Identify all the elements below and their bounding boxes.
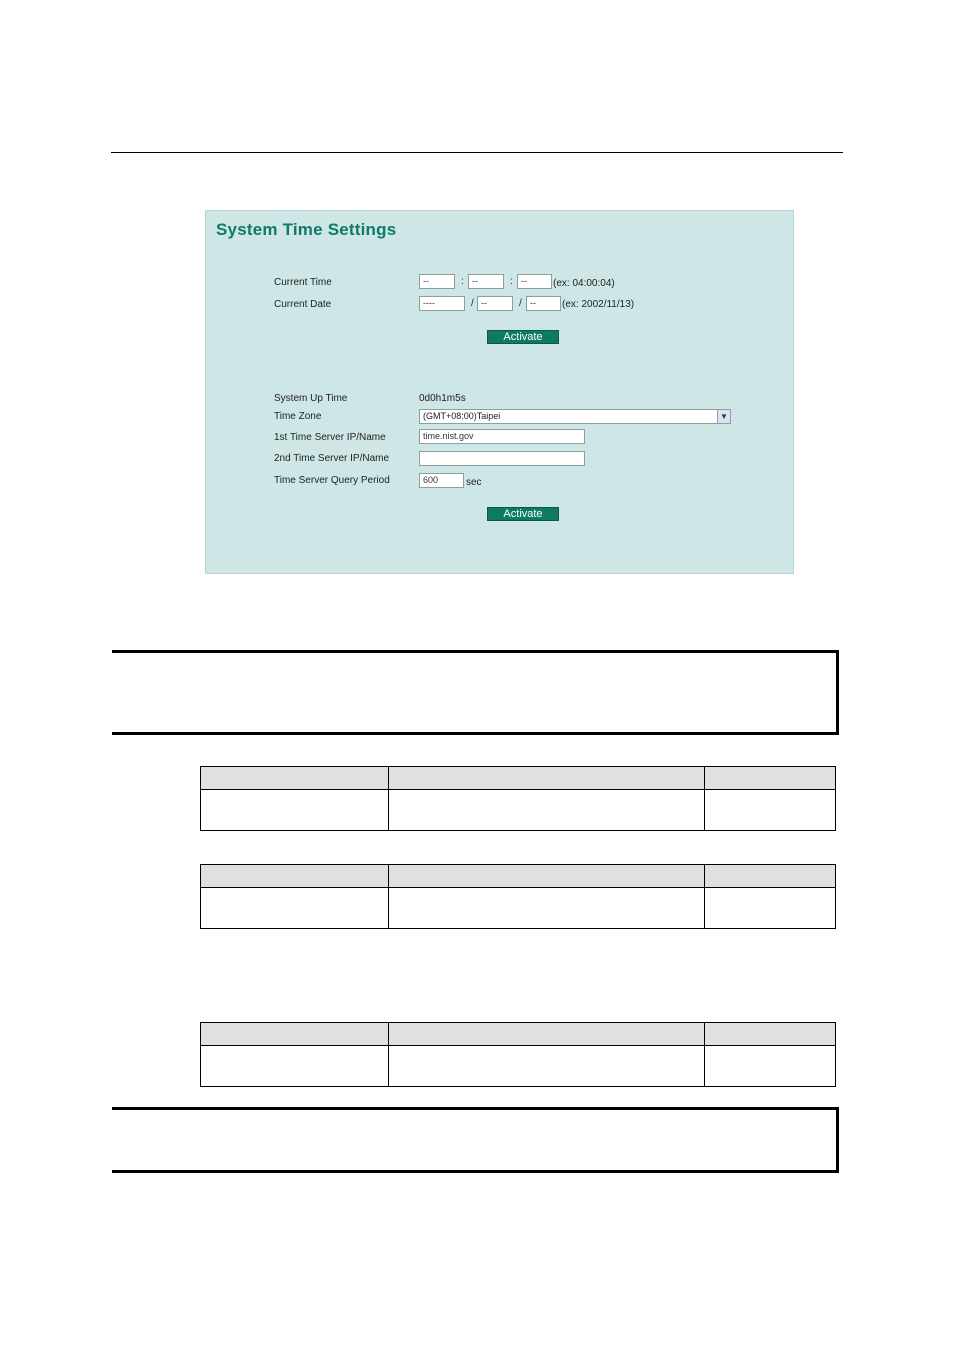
second-input[interactable]: -- [517, 274, 552, 289]
chevron-down-icon[interactable]: ▼ [717, 410, 730, 423]
table-header-cell [705, 767, 836, 790]
time-separator: : [510, 276, 513, 287]
time-zone-label: Time Zone [274, 411, 322, 422]
settings-table [200, 1022, 836, 1087]
table-cell [388, 1046, 705, 1087]
panel-title: System Time Settings [216, 220, 397, 239]
table-header-cell [705, 1023, 836, 1046]
month-input[interactable]: -- [477, 296, 513, 311]
date-separator: / [471, 298, 474, 309]
time-server-1-input[interactable]: time.nist.gov [419, 429, 585, 444]
day-input[interactable]: -- [526, 296, 561, 311]
table-cell [705, 790, 836, 831]
query-period-unit: sec [466, 477, 482, 488]
table-cell [201, 790, 389, 831]
time-server-2-label: 2nd Time Server IP/Name [274, 453, 390, 464]
query-period-label: Time Server Query Period [274, 475, 390, 486]
table-cell [388, 888, 705, 929]
table-cell [705, 888, 836, 929]
note-box [112, 650, 839, 735]
time-hint: (ex: 04:00:04) [553, 278, 615, 289]
query-period-input[interactable]: 600 [419, 473, 464, 488]
system-up-time-value: 0d0h1m5s [419, 393, 466, 404]
table-header-cell [201, 767, 389, 790]
table-cell [201, 888, 389, 929]
table-header-cell [201, 1023, 389, 1046]
table-header-cell [388, 1023, 705, 1046]
system-up-time-label: System Up Time [274, 393, 348, 404]
table-header-cell [201, 865, 389, 888]
hour-input[interactable]: -- [419, 274, 455, 289]
current-date-label: Current Date [274, 299, 332, 310]
table-header-cell [388, 865, 705, 888]
date-hint: (ex: 2002/11/13) [562, 299, 635, 310]
time-server-2-input[interactable] [419, 451, 585, 466]
minute-input[interactable]: -- [468, 274, 504, 289]
note-box [112, 1107, 839, 1173]
table-header-cell [705, 865, 836, 888]
system-time-settings-panel [205, 210, 794, 574]
table-cell [388, 790, 705, 831]
activate-time-button[interactable]: Activate [487, 330, 559, 344]
activate-server-button[interactable]: Activate [487, 507, 559, 521]
table-header-cell [388, 767, 705, 790]
header-rule [111, 152, 843, 153]
time-separator: : [461, 276, 464, 287]
time-zone-selected: (GMT+08:00)Taipei [423, 411, 501, 421]
table-cell [201, 1046, 389, 1087]
year-input[interactable]: ---- [419, 296, 465, 311]
table-cell [705, 1046, 836, 1087]
time-zone-select[interactable] [419, 409, 731, 424]
date-separator: / [519, 298, 522, 309]
current-time-label: Current Time [274, 277, 332, 288]
time-server-1-label: 1st Time Server IP/Name [274, 432, 386, 443]
settings-table [200, 766, 836, 831]
settings-table [200, 864, 836, 929]
